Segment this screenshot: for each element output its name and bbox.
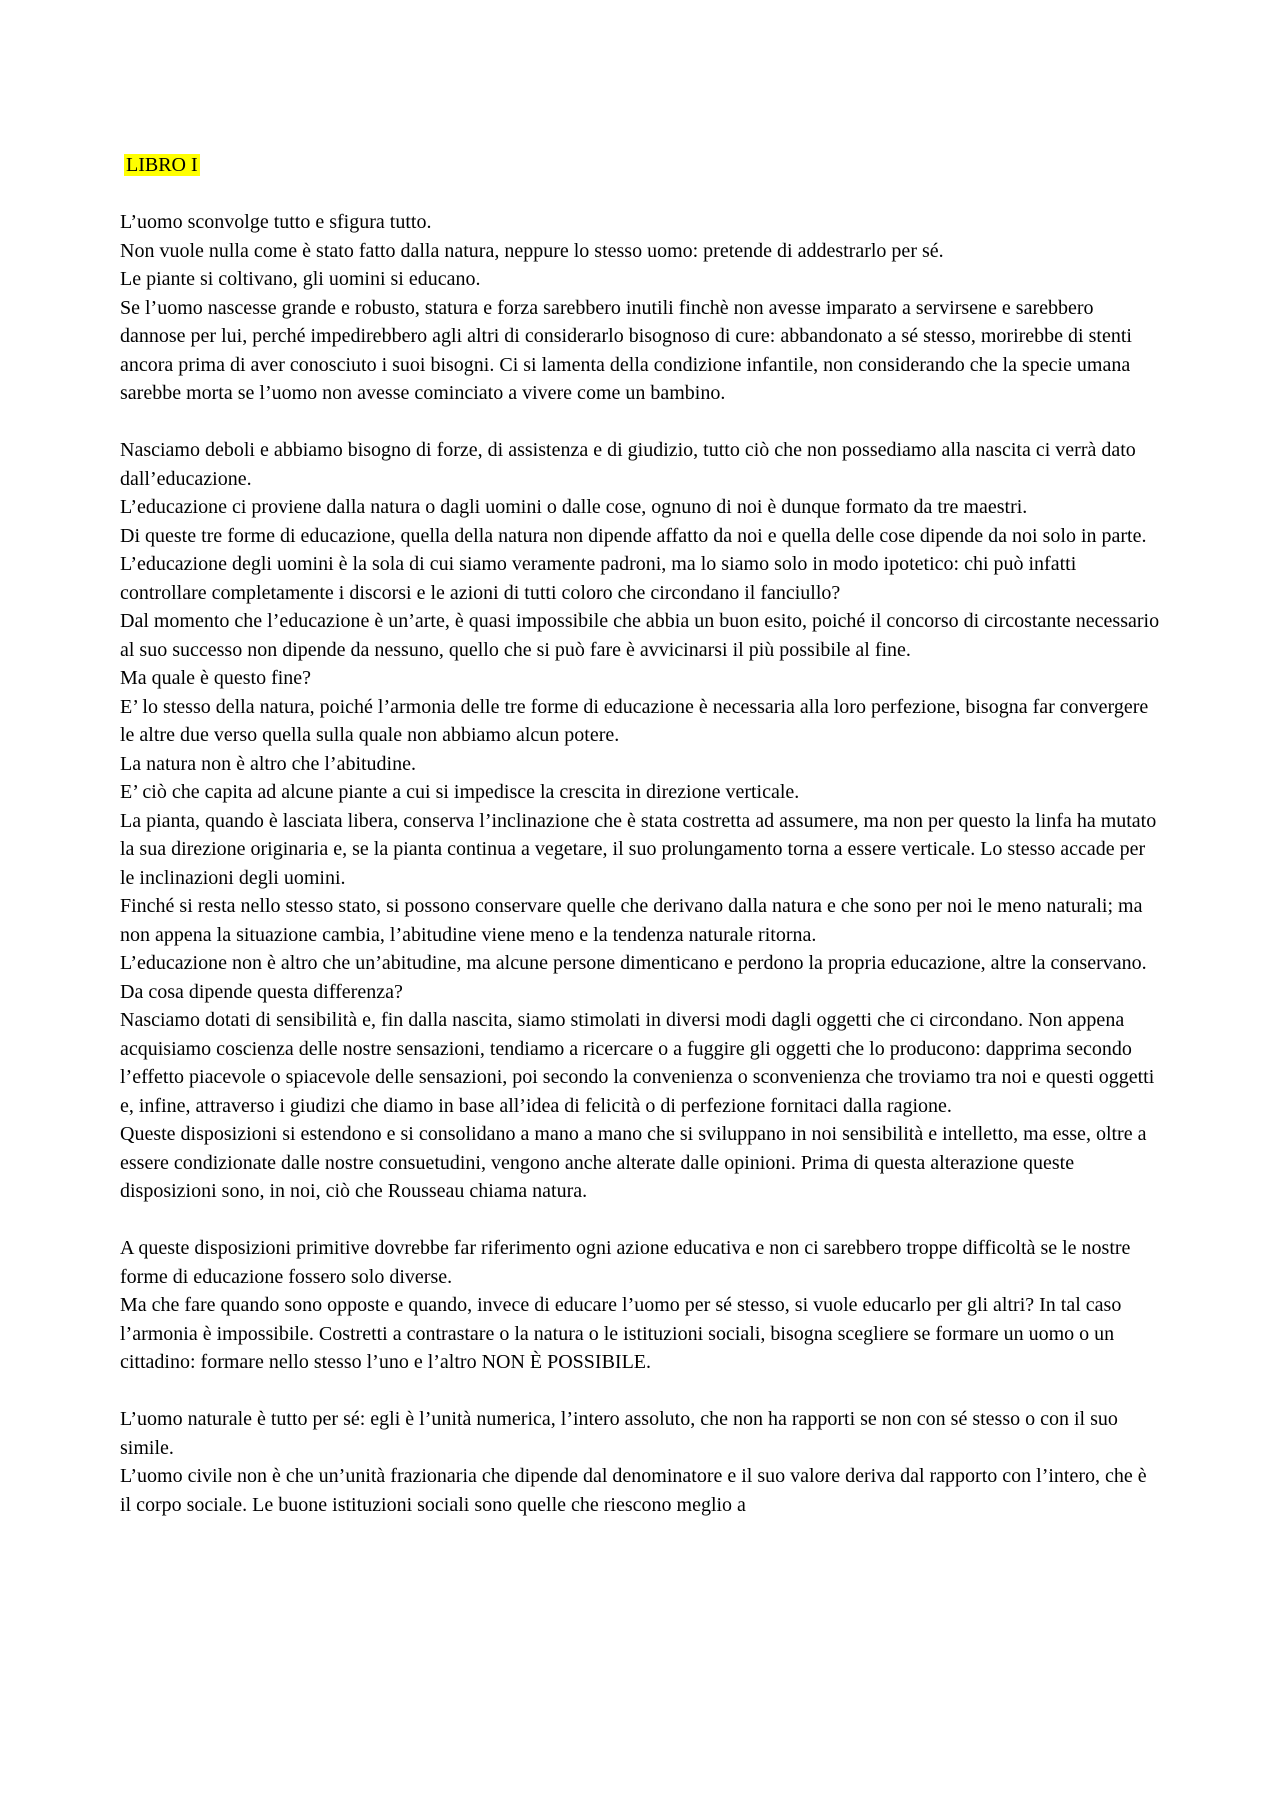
paragraph-spacer — [120, 1206, 1160, 1235]
paragraph: Dal momento che l’educazione è un’arte, è quasi impossibile che abbia un buon esito, poiché il concorso di circostante necessario al suo successo non dipende da nessuno, quello che si può fare è avvicinarsi il più possibile al fine. — [120, 610, 1160, 661]
paragraph: Ma quale è questo fine? — [120, 667, 312, 689]
title-line — [120, 151, 1160, 180]
paragraph: L’educazione ci proviene dalla natura o dagli uomini o dalle cose, ognuno di noi è dunque formato da tre maestri. — [120, 496, 1028, 518]
paragraph: La natura non è altro che l’abitudine. — [120, 752, 416, 775]
paragraph: Ma che fare quando sono opposte e quando, invece di educare l’uomo per sé stesso, si vuole educarlo per gli altri? In tal caso l’armonia è impossibile. Costretti a contrastare o la natura o le istituzioni sociali, bisogna scegliere se formare un uomo o un cittadino: formare nello stesso l’uno e l’altro NON È POSSIBILE. — [120, 1294, 1122, 1373]
paragraph: Non vuole nulla come è stato fatto dalla natura, neppure lo stesso uomo: pretende di addestrarlo per sé. — [120, 239, 944, 262]
document-body — [120, 151, 1160, 1519]
paragraph-spacer — [120, 408, 1160, 437]
paragraph: Di queste tre forme di educazione, quella della natura non dipende affatto da noi e quella delle cose dipende da noi solo in parte. L’educazione degli uomini è la sola di cui siamo veramente padroni, ma lo siamo solo in modo ipotetico: chi può infatti controllare completamente i discorsi e le azioni di tutti coloro che circondano il fanciullo? — [120, 524, 1147, 604]
paragraph: L’uomo sconvolge tutto e sfigura tutto. — [120, 211, 432, 233]
paragraph: E’ lo stesso della natura, poiché l’armonia delle tre forme di educazione è necessaria alla loro perfezione, bisogna far convergere le altre due verso quella sulla quale non abbiamo alcun potere. — [120, 695, 1149, 746]
chapter-title: LIBRO I — [126, 154, 198, 176]
paragraph-list — [120, 208, 1160, 1519]
paragraph-spacer — [120, 1377, 1160, 1406]
paragraph: L’uomo naturale è tutto per sé: egli è l’unità numerica, l’intero assoluto, che non ha rapporti se non con sé stesso o con il suo simile. — [120, 1408, 1118, 1459]
paragraph: Finché si resta nello stesso stato, si possono conservare quelle che derivano dalla natura e che sono per noi le meno naturali; ma non appena la situazione cambia, l’abitudine viene meno e la tendenza naturale ritorna. — [120, 895, 1143, 946]
paragraph: Nasciamo dotati di sensibilità e, fin dalla nascita, siamo stimolati in diversi modi dagli oggetti che ci circondano. Non appena acquisiamo coscienza delle nostre sensazioni, tendiamo a ricercare o a fuggire gli oggetti che lo producono: dapprima secondo l’effetto piacevole o spiacevole delle sensazioni, poi secondo la convenienza o sconvenienza che troviamo tra noi e questi oggetti e, infine, attraverso i giudizi che diamo in base all’idea di felicità o di perfezione fornitaci dalla ragione. — [120, 1009, 1155, 1117]
paragraph: L’educazione non è altro che un’abitudine, ma alcune persone dimenticano e perdono la propria educazione, altre la conservano. — [120, 952, 1147, 974]
paragraph: E’ ciò che capita ad alcune piante a cui si impedisce la crescita in direzione verticale. — [120, 781, 800, 803]
paragraph: Nasciamo deboli e abbiamo bisogno di forze, di assistenza e di giudizio, tutto ciò che non possediamo alla nascita ci verrà dato dall’educazione. — [120, 439, 1136, 490]
paragraph: Le piante si coltivano, gli uomini si educano. — [120, 268, 481, 290]
paragraph: Se l’uomo nascesse grande e robusto, statura e forza sarebbero inutili finchè non avesse imparato a servirsene e sarebbero dannose per lui, perché impedirebbero agli altri di considerarlo bisognoso di cure: abbandonato a sé stesso, morirebbe di stenti ancora prima di aver conosciuto i suoi bisogni. Ci si lamenta della condizione infantile, non considerando che la specie umana sarebbe morta se l’uomo non avesse cominciato a vivere come un bambino. — [120, 296, 1132, 404]
paragraph: Queste disposizioni si estendono e si consolidano a mano a mano che si sviluppano in noi sensibilità e intelletto, ma esse, oltre a essere condizionate dalle nostre consuetudini, vengono anche alterate dalle opinioni. Prima di questa alterazione queste disposizioni sono, in noi, ciò che Rousseau chiama natura. — [120, 1123, 1147, 1202]
paragraph: L’uomo civile non è che un’unità frazionaria che dipende dal denominatore e il suo valore deriva dal rapporto con l’intero, che è il corpo sociale. Le buone istituzioni sociali sono quelle che riescono meglio a — [120, 1465, 1147, 1516]
paragraph: La pianta, quando è lasciata libera, conserva l’inclinazione che è stata costretta ad assumere, ma non per questo la linfa ha mutato la sua direzione originaria e, se la pianta continua a vegetare, il suo prolungamento torna a essere verticale. Lo stesso accade per le inclinazioni degli uomini. — [120, 809, 1157, 889]
paragraph: A queste disposizioni primitive dovrebbe far riferimento ogni azione educativa e non ci sarebbero troppe difficoltà se le nostre forme di educazione fossero solo diverse. — [120, 1237, 1131, 1288]
paragraph: Da cosa dipende questa differenza? — [120, 980, 403, 1003]
